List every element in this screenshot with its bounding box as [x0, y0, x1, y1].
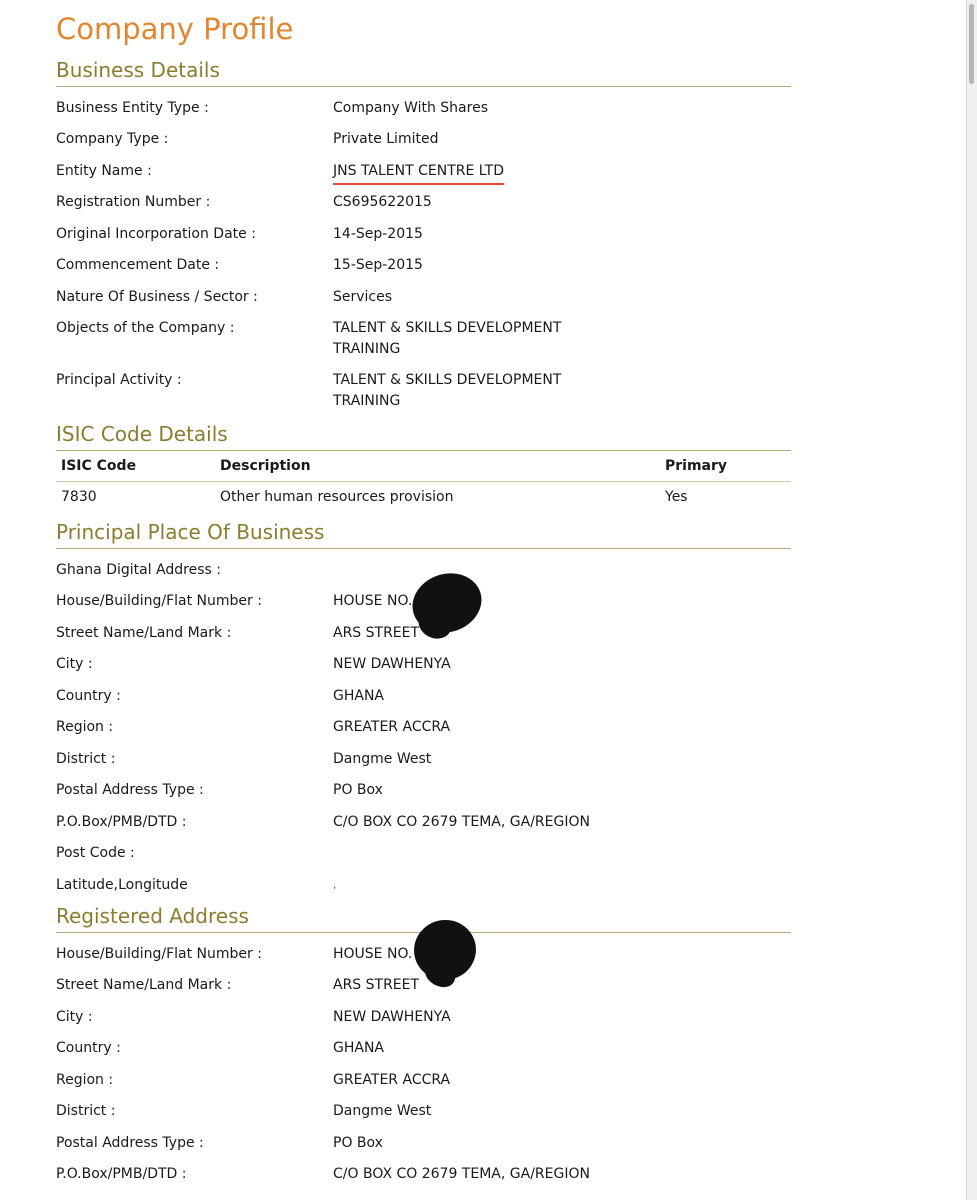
- address-label: House/Building/Flat Number :: [56, 593, 262, 609]
- section-title-principal-place: Principal Place Of Business: [56, 520, 791, 549]
- isic-header-description: Description: [220, 458, 311, 474]
- isic-table: [56, 451, 791, 513]
- detail-label: Principal Activity :: [56, 372, 182, 388]
- address-value: ARS STREET: [333, 625, 420, 641]
- entity-name-value: JNS TALENT CENTRE LTD: [333, 161, 504, 185]
- address-value: PO Box: [333, 782, 383, 798]
- section-title-isic: ISIC Code Details: [56, 422, 791, 451]
- address-value: C/O BOX CO 2679 TEMA, GA/REGION: [333, 1166, 590, 1182]
- address-label: Postal Address Type :: [56, 782, 204, 798]
- section-title-registered-address: Registered Address: [56, 904, 791, 933]
- address-label: Postal Address Type :: [56, 1135, 204, 1151]
- isic-header-code: ISIC Code: [61, 458, 137, 474]
- address-value: PO Box: [333, 1135, 383, 1151]
- detail-value: 15-Sep-2015: [333, 257, 423, 273]
- isic-description-cell: Other human resources provision: [220, 489, 454, 505]
- address-label: Ghana Digital Address :: [56, 562, 221, 578]
- section-title-business-details: Business Details: [56, 58, 791, 87]
- address-value: NEW DAWHENYA: [333, 656, 451, 672]
- address-label: Street Name/Land Mark :: [56, 625, 232, 641]
- detail-label: Original Incorporation Date :: [56, 226, 256, 242]
- table-row: [56, 482, 791, 513]
- isic-section: [56, 422, 791, 513]
- address-label: Country :: [56, 1040, 121, 1056]
- scrollbar-thumb[interactable]: [969, 4, 974, 84]
- address-label: Region :: [56, 1072, 114, 1088]
- detail-label: Objects of the Company :: [56, 320, 235, 336]
- detail-value: 14-Sep-2015: [333, 226, 423, 242]
- address-label: Street Name/Land Mark :: [56, 977, 232, 993]
- address-value: GHANA: [333, 688, 385, 704]
- address-value: Dangme West: [333, 751, 432, 767]
- page-title: Company Profile: [56, 12, 294, 46]
- address-label: City :: [56, 1009, 93, 1025]
- isic-table-header: [56, 451, 791, 482]
- address-label: District :: [56, 1103, 116, 1119]
- address-label: Region :: [56, 719, 114, 735]
- address-label: City :: [56, 656, 93, 672]
- address-label: P.O.Box/PMB/DTD :: [56, 1166, 187, 1182]
- address-label: P.O.Box/PMB/DTD :: [56, 814, 187, 830]
- address-value: ARS STREET: [333, 977, 420, 993]
- detail-label: Entity Name :: [56, 163, 152, 179]
- address-value: GREATER ACCRA: [333, 719, 451, 735]
- principal-place-section: [56, 520, 791, 893]
- lat-long-value: ,: [333, 880, 337, 891]
- address-value: GREATER ACCRA: [333, 1072, 451, 1088]
- address-value: HOUSE NO.: [333, 593, 413, 609]
- address-value: GHANA: [333, 1040, 385, 1056]
- address-label: Post Code :: [56, 845, 135, 861]
- address-label: District :: [56, 751, 116, 767]
- address-value: C/O BOX CO 2679 TEMA, GA/REGION: [333, 814, 590, 830]
- vertical-scrollbar[interactable]: [966, 0, 977, 1200]
- isic-code-cell: 7830: [61, 489, 97, 505]
- detail-label: Nature Of Business / Sector :: [56, 289, 258, 305]
- detail-value: TALENT & SKILLS DEVELOPMENT TRAINING: [333, 372, 562, 409]
- isic-header-primary: Primary: [665, 458, 728, 474]
- address-value: Dangme West: [333, 1103, 432, 1119]
- detail-value: CS695622015: [333, 194, 432, 210]
- address-label: Country :: [56, 688, 121, 704]
- business-details-section: [56, 58, 791, 409]
- address-label: House/Building/Flat Number :: [56, 946, 262, 962]
- detail-value: Company With Shares: [333, 100, 488, 116]
- detail-value: Services: [333, 289, 393, 305]
- detail-label: Business Entity Type :: [56, 100, 209, 116]
- detail-label: Company Type :: [56, 131, 169, 147]
- detail-label: Commencement Date :: [56, 257, 220, 273]
- address-value: NEW DAWHENYA: [333, 1009, 451, 1025]
- detail-value: Private Limited: [333, 131, 439, 147]
- address-label: Latitude,Longitude: [56, 877, 188, 893]
- detail-value: TALENT & SKILLS DEVELOPMENT TRAINING: [333, 320, 562, 357]
- isic-primary-cell: Yes: [665, 489, 688, 505]
- address-value: HOUSE NO.: [333, 946, 413, 962]
- detail-label: Registration Number :: [56, 194, 211, 210]
